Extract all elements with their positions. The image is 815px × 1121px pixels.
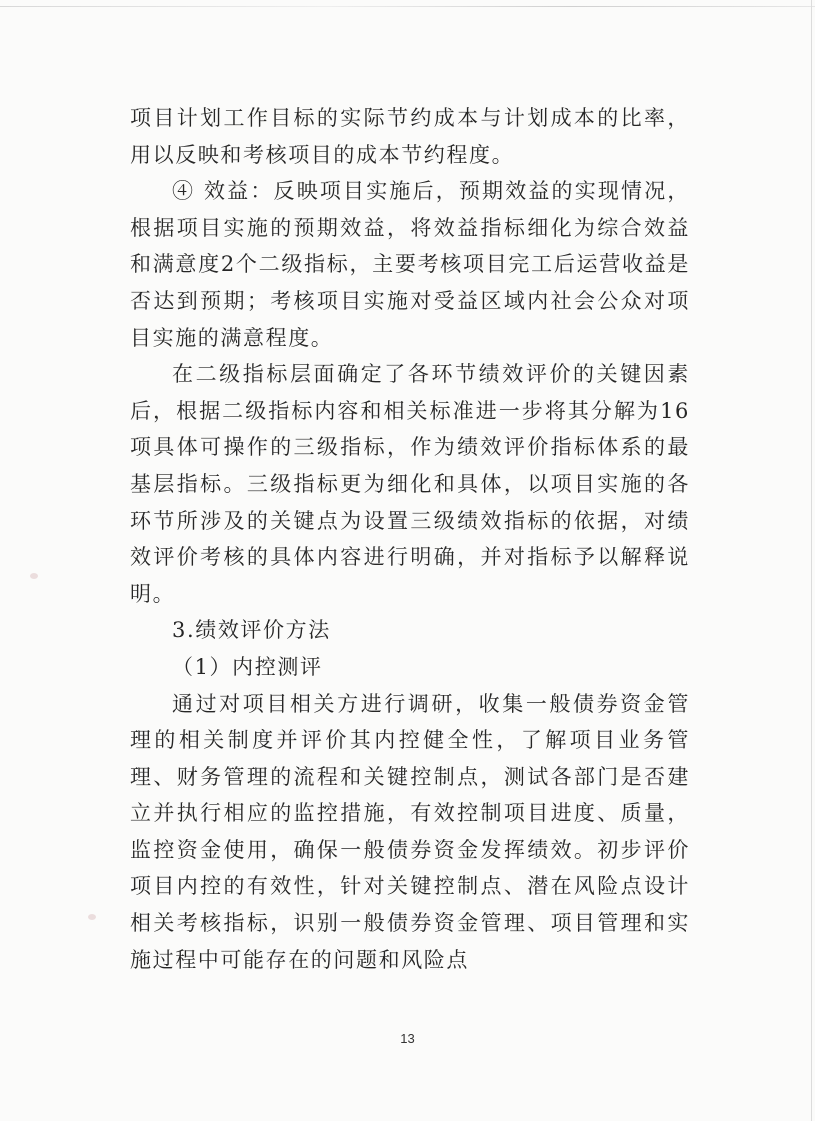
document-body [130, 100, 690, 978]
paragraph-cost-saving-continuation: 项目计划工作目标的实际节约成本与计划成本的比率，用以反映和考核项目的成本节约程度。 [130, 106, 690, 167]
paragraph-internal-control-review: 通过对项目相关方进行调研，收集一般债券资金管理的相关制度并评价其内控健全性，了解项目业务管理、财务管理的流程和关键控制点，测试各部门是否建立并执行相应的监控措施，有效控制项目进度、质量，监控资金使用，确保一般债券资金发挥绩效。初步评价项目内控的有效性，针对关键控制点、潜在风险点设计相关考核指标，识别一般债券资金管理、项目管理和实施过程中可能存在的问题和风险点 [130, 691, 690, 972]
paragraph-benefit: ④ 效益：反映项目实施后，预期效益的实现情况，根据项目实施的预期效益，将效益指标细化为综合效益和满意度2个二级指标，主要考核项目完工后运营收益是否达到预期；考核项目实施对受益区域内社会公众对项目实施的满意程度。 [130, 179, 690, 350]
scan-right-edge [811, 0, 812, 1121]
paragraph-third-level-indicators: 在二级指标层面确定了各环节绩效评价的关键因素后，根据二级指标内容和相关标准进一步将其分解为16项具体可操作的三级指标，作为绩效评价指标体系的最基层指标。三级指标更为细化和具体，以项目实施的各环节所涉及的关键点为设置三级绩效指标的依据，对绩效评价考核的具体内容进行明确，并对指标予以解释说明。 [130, 362, 690, 606]
scan-top-edge [0, 6, 815, 7]
section-heading-evaluation-methods: 3.绩效评价方法 [172, 618, 331, 643]
subsection-heading-internal-control: （1）内控测评 [172, 654, 323, 679]
scan-speck [88, 914, 96, 920]
scan-speck [30, 573, 38, 579]
page-number: 13 [400, 1031, 415, 1046]
